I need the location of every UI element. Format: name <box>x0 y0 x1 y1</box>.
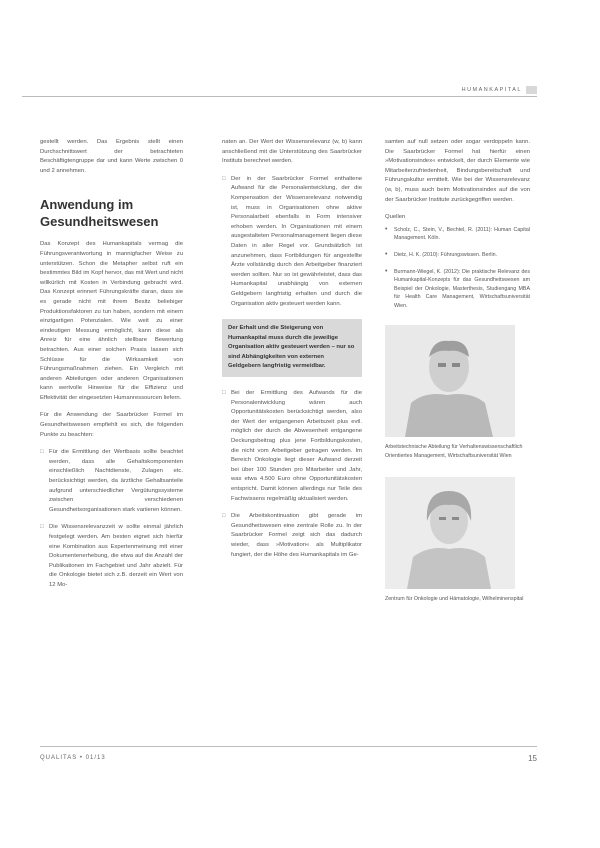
bullet-item: □ Für die Ermittlung der Wertbasis sollte beachtet werden, dass alle Gehaltskomponenten einschließlich Nachtdienste, Zulagen etc. berücksichtigt werden, da ärztliche Gehaltsanteile aufgrund unterschiedlicher Vergütungssysteme zwischen verschiedenen Gesundheitsorganisationen stark variieren können. <box>40 448 183 515</box>
source-item: • Burmann-Wiegel, K. (2012): Die praktische Relevanz des Humankapital-Konzepts für das Gesundheitswesen am Beispiel der Onkologie, Masterthesis, Studiengang MBA für Health Care Management, Wirtschaftsuniversität Wien. <box>385 268 530 311</box>
footer-rule <box>40 746 537 747</box>
column-left <box>40 138 183 599</box>
section-marker <box>526 86 537 94</box>
header-rule <box>22 96 537 97</box>
bullet-item: □ Die Wissensrelevanzzeit w sollte einmal jährlich festgelegt werden. Am besten eignet sich hierfür eine Kombination aus Expertenmeinung mit einer Dokumentenerhebung, die etwa auf die Anzahl der Publikationen im Fachgebiet und Jahr abzielt. Für die Onkologie bietet sich z.B. derzeit ein Wert von 12 Mo- <box>40 523 183 590</box>
paragraph: naten an. Der Wert der Wissensrelevanz (w, b) kann anschließend mit die Unterstützung des Saarbrücker Instituts berechnet werden. <box>222 139 362 165</box>
sources-heading: Quellen <box>385 214 406 221</box>
column-right <box>385 138 530 604</box>
column-middle <box>222 138 362 568</box>
intro-paragraph: gestellt werden. Das Ergebnis stellt einen Durchschnittswert der betrachteten Beschäftigtengruppe dar und kann Werte zwischen 0 und 2 annehmen. <box>40 139 183 174</box>
source-item: • Scholz, C., Stein, V., Bechtel, R. (2011): Human Capital Management. Köln. <box>385 226 530 243</box>
author-photo <box>385 325 515 437</box>
photo-caption: Arbeitstechnische Abteilung für Verhaltenswissenschaftlich Orientiertes Management, Wirtschaftsuniversität Wien <box>385 443 523 459</box>
pull-quote: Der Erhalt und die Steigerung von Humankapital muss durch die jeweilige Organisation aktiv gesteuert werden – nur so sind Abhängigkeiten von externen Geldgebern langfristig vermeidbar. <box>222 319 362 377</box>
paragraph: Für die Anwendung der Saarbrücker Formel im Gesundheitswesen empfiehlt es sich, die folgenden Punkte zu beachten: <box>40 412 183 438</box>
author-photo <box>385 477 515 589</box>
bullet-item: □ Bei der Ermittlung des Aufwands für die Personalentwicklung wären auch Opportunitätskosten berücksichtigt werden, also der Wert der entgangenen Arbeitszeit plus evtl. möglich der durch die Abwesenheit entgangene Deckungsbeitrag plus jene Fortbildungskosten, die nicht vom Arbeitgeber getragen werden. Im Bereich Onkologie liegt dieser Aufwand derzeit bei über 100 Stunden pro Mitarbeiter und Jahr, was etwa 4.500 Euro ohne Opportunitätskosten entspricht. Damit können allerdings nur Teile des Fachwissens regelmäßig aktualisiert werden. <box>222 389 362 504</box>
page-number: 15 <box>528 754 537 763</box>
bullet-item: □ Der in der Saarbrücker Formel enthaltene Aufwand für die Personalentwicklung, der die Kompensation der Wissensrelevanz notwendig ist, muss in Organisationen ohne aktive Personalarbeit ebenfalls in Form intensiver erhoben werden. In Organisationen mit einem ausgestalteten Personalmanagement liegen diese Daten in aller Regel vor. Grundsätzlich ist anzunehmen, dass Fortbildungen für angestellte Ärzte vollständig durch den Arbeitgeber finanziert werden sollten. Nur so ist gewährleistet, dass das Humankapital unabhängig von externen Geldgebern langfristig erhalten und durch die Organisation aktiv gesteuert werden kann. <box>222 175 362 309</box>
section-heading: Anwendung im Gesundheitswesen <box>40 197 159 230</box>
bullet-item: □ Die Arbeitskontinuation gibt gerade im Gesundheitswesen eine zentrale Rolle zu. In der Saarbrücker Formel zeigt sich das dadurch wieder, dass »Motivation« als Multiplikator fungiert, der die Höhe des Humankapitals im Ge- <box>222 512 362 560</box>
photo-caption: Zentrum für Onkologie und Hämatologie, Wilhelminenspital <box>385 595 524 602</box>
source-item: • Dietz, H. K. (2010): Führungswissen. Berlin. <box>385 251 530 260</box>
journal-issue: QUALITAS • 01/13 <box>40 755 106 761</box>
paragraph: Das Konzept des Humankapitals vermag die Führungsverantwortung in mannigfacher Weise zu unterstützen. Schon die Metapher selbst ruft ein bestimmtes Bild im Kopf hervor, das mit Wert und nicht willkürlich mit Kosten in Verbindung gebracht wird. Das Konzept erinnert Führungskräfte daran, dass sie es gerade nicht mit ihrem Besitz beliebiger Produktionsfaktoren zu tun haben, sondern mit einem einzigartigen Potenzialen. Wie weit zu einer eindeutigen Messung ermöglicht, kann diese als Anreiz für eine ähnlich stellbare Bewertung betrachten. Aus einer solchen Praxis lassen sich Schlüsse für die Wirksamkeit von Führungsmaßnahmen ziehen. Ein Vergleich mit anderen Abteilungen oder anderen Organisationen kann wertvolle Hinweise für die Effizienz und Effektivität der eingesetzten Humanressourcen liefern. <box>40 241 183 401</box>
paragraph: samten auf null setzen oder sogar verdoppeln kann. Die Saarbrücker Formel hat hierfür einen »Motivationsindex« entwickelt, der durch Elemente wie Mitarbeiterzufriedenheit, Bindungsbereitschaft und Führungskultur ermittelt. Wie bei der Wissensrelevanz (w, b), muss auch beim Motivationsindex auf die von der Saarbrücker Institute zurückgegriffen werden. <box>385 139 530 203</box>
section-label: HUMANKAPITAL <box>461 87 522 93</box>
